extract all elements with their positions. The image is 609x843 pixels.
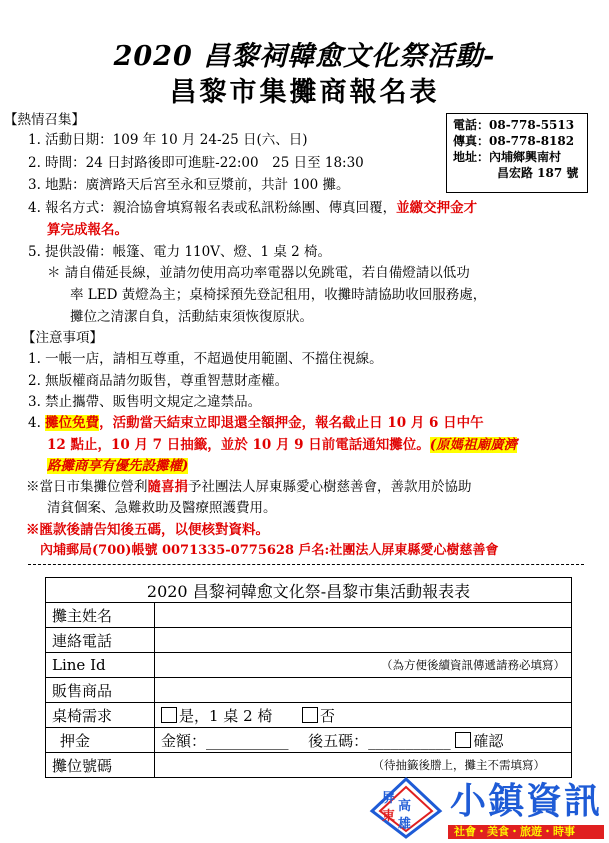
dashed-divider bbox=[28, 564, 584, 565]
table-field: 是，1 桌 2 椅 否 bbox=[155, 703, 572, 728]
deposit-amount[interactable]: 金額：___________ bbox=[161, 731, 289, 750]
notice-item-4-cont-2: 路攤商享有優先設攤權) bbox=[47, 458, 189, 474]
recruit-note-3: 攤位之清潔自負，活動結束須恢復原狀。 bbox=[70, 309, 313, 325]
recruit-item-2: 2. 時間：24 日封路後即可進駐-22:00 25 日至 18:30 bbox=[28, 155, 364, 171]
phone-field[interactable] bbox=[155, 628, 572, 653]
logo-left-bottom: 東 bbox=[382, 809, 396, 824]
registration-form bbox=[45, 577, 572, 778]
bank-account: 內埔郵局(700)帳號 0071335-0775628 戶名:社團法人屏東縣愛心樹慈善會 bbox=[40, 543, 499, 558]
form-title: 2020 昌黎祠韓愈文化祭-昌黎市集活動報表表 bbox=[46, 578, 572, 603]
notice-item-2: 2. 無版權商品請勿販售，尊重智慧財產權。 bbox=[28, 373, 289, 389]
logo-sub: 社會・美食・旅遊・時事 bbox=[454, 825, 575, 838]
xiaozhen-logo bbox=[368, 775, 609, 839]
title-line-2: 昌黎市集攤商報名表 bbox=[169, 77, 440, 108]
label-line: Line Id bbox=[46, 653, 155, 678]
line-field[interactable] bbox=[155, 653, 572, 678]
recruit-item-4-cont: 算完成報名。 bbox=[47, 222, 128, 238]
logo-main: 小鎮資訊 bbox=[450, 781, 603, 822]
deposit-field: 金額：___________ 後五碼：___________ 確認 bbox=[155, 728, 572, 753]
remit-note: ※匯款後請告知後五碼，以便核對資料。 bbox=[26, 522, 269, 538]
recruit-item-4: 4. 報名方式：親洽協會填寫報名表或私訊粉絲團、傳真回覆，並繳交押金才 bbox=[28, 200, 478, 216]
label-name: 攤主姓名 bbox=[46, 603, 155, 628]
contact-box bbox=[446, 113, 588, 193]
table-yes-checkbox[interactable] bbox=[161, 707, 177, 723]
label-stall: 攤位號碼 bbox=[46, 753, 155, 778]
notice-heading: 【注意事項】 bbox=[22, 330, 103, 346]
goods-field[interactable] bbox=[155, 678, 572, 703]
logo-left-bottom-2: 雄 bbox=[398, 817, 412, 832]
stall-note: （待抽籤後謄上，攤主不需填寫） bbox=[372, 758, 545, 772]
label-goods: 販售商品 bbox=[46, 678, 155, 703]
contact-phone: 電話：08-778-5513 bbox=[453, 118, 575, 132]
deposit-confirm-checkbox[interactable] bbox=[455, 732, 471, 748]
deposit-last5[interactable]: 後五碼：___________ bbox=[308, 731, 451, 750]
logo-left-mid: 高 bbox=[398, 799, 412, 814]
logo-left-top: 屏 bbox=[382, 791, 396, 806]
stall-field bbox=[155, 753, 572, 778]
recruit-item-5: 5. 提供設備：帳篷、電力 110V、燈、1 桌 2 椅。 bbox=[28, 244, 332, 260]
donate-line-1: ※當日市集攤位營利隨喜捐予社團法人屏東縣愛心樹慈善會，善款用於協助 bbox=[26, 479, 472, 495]
contact-address-2: 昌宏路 187 號 bbox=[497, 166, 579, 180]
notice-item-3: 3. 禁止攜帶、販售明文規定之違禁品。 bbox=[28, 394, 262, 410]
notice-item-4: 4. 攤位免費，活動當天結束立即退還全額押金，報名截止日 10 月 6 日中午 bbox=[28, 415, 484, 431]
recruit-note-2: 率 LED 黃燈為主；桌椅採預先登記租用，收攤時請協助收回服務處， bbox=[70, 287, 487, 303]
recruit-item-1: 1. 活動日期：109 年 10 月 24-25 日(六、日) bbox=[28, 132, 308, 148]
title-line-1: 2020 昌黎祠韓愈文化祭活動- bbox=[113, 41, 496, 72]
label-table: 桌椅需求 bbox=[46, 703, 155, 728]
recruit-item-3: 3. 地點：廣濟路天后宮至永和豆漿前，共計 100 攤。 bbox=[28, 177, 350, 193]
label-phone: 連絡電話 bbox=[46, 628, 155, 653]
recruit-note-1: ＊ 請自備延長線，並請勿使用高功率電器以免跳電，若自備燈請以低功 bbox=[47, 265, 470, 281]
table-no-checkbox[interactable] bbox=[302, 707, 318, 723]
contact-address: 地址：內埔鄉興南村 bbox=[453, 150, 562, 164]
contact-fax: 傳真：08-778-8182 bbox=[453, 134, 575, 148]
notice-item-1: 1. 一帳一店，請相互尊重，不超過使用範圍、不擋住視線。 bbox=[28, 351, 383, 367]
recruit-heading: 【熱情召集】 bbox=[4, 112, 85, 128]
name-field[interactable] bbox=[155, 603, 572, 628]
line-note: （為方便後續資訊傳遞請務必填寫） bbox=[381, 658, 565, 672]
label-deposit: 押金 bbox=[46, 728, 155, 753]
notice-item-4-cont: 12 點止，10 月 7 日抽籤，並於 10 月 9 日前電話通知攤位。(原媽祖廟廣濟 bbox=[47, 437, 518, 453]
donate-line-2: 清貧個案、急難救助及醫療照護費用。 bbox=[47, 500, 277, 516]
